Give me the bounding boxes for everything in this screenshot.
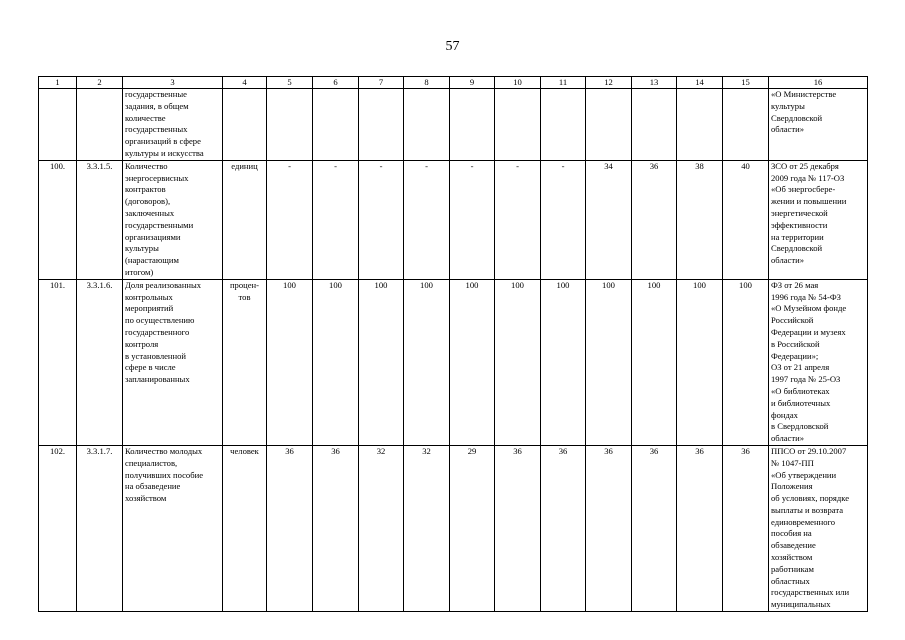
- value-cell: 100: [541, 279, 586, 445]
- column-number-row: [39, 77, 868, 89]
- value-cell: 100: [495, 279, 541, 445]
- column-number: 14: [677, 77, 723, 89]
- value-cell: 34: [586, 160, 632, 279]
- column-number: 16: [769, 77, 868, 89]
- value-cell: -: [404, 160, 450, 279]
- value-cell: 29: [450, 445, 495, 611]
- row-code: 3.3.1.7.: [77, 445, 123, 611]
- value-cell: [313, 89, 359, 161]
- value-cell: 100: [267, 279, 313, 445]
- value-cell: 36: [313, 445, 359, 611]
- value-cell: 38: [677, 160, 723, 279]
- value-cell: -: [267, 160, 313, 279]
- value-cell: 36: [677, 445, 723, 611]
- column-number: 11: [541, 77, 586, 89]
- indicators-table: [38, 76, 868, 612]
- indicator-name: Количество энергосервисных контрактов (договоров), заключенных государственными организациями культуры (нарастающим итогом): [123, 160, 223, 279]
- value-cell: [359, 89, 404, 161]
- legal-basis: ППСО от 29.10.2007 № 1047-ПП «Об утверждении Положения об условиях, порядке выплаты и возврата единовременного пособия на обзаведение хозяйством работникам областных государственных или муниципальных: [769, 445, 868, 611]
- value-cell: [586, 89, 632, 161]
- unit: процен- тов: [223, 279, 267, 445]
- value-cell: [541, 89, 586, 161]
- value-cell: [677, 89, 723, 161]
- value-cell: 100: [586, 279, 632, 445]
- column-number: 5: [267, 77, 313, 89]
- value-cell: 36: [723, 445, 769, 611]
- row-number: 101.: [39, 279, 77, 445]
- column-number: 9: [450, 77, 495, 89]
- column-number: 8: [404, 77, 450, 89]
- indicator-name: Количество молодых специалистов, получивших пособие на обзаведение хозяйством: [123, 445, 223, 611]
- value-cell: [267, 89, 313, 161]
- value-cell: 36: [267, 445, 313, 611]
- column-number: 4: [223, 77, 267, 89]
- table-row: [39, 160, 868, 279]
- column-number: 7: [359, 77, 404, 89]
- indicator-name: государственные задания, в общем количестве государственных организаций в сфере культуры и искусства: [123, 89, 223, 161]
- row-code: 3.3.1.6.: [77, 279, 123, 445]
- value-cell: -: [495, 160, 541, 279]
- value-cell: 40: [723, 160, 769, 279]
- value-cell: 36: [541, 445, 586, 611]
- value-cell: 100: [404, 279, 450, 445]
- value-cell: 32: [359, 445, 404, 611]
- column-number: 3: [123, 77, 223, 89]
- value-cell: [450, 89, 495, 161]
- value-cell: 36: [586, 445, 632, 611]
- value-cell: -: [313, 160, 359, 279]
- unit: единиц: [223, 160, 267, 279]
- legal-basis: ЗСО от 25 декабря 2009 года № 117-ОЗ «Об энергосбере- жении и повышении энергетической эффективности на территории Свердловской области»: [769, 160, 868, 279]
- value-cell: -: [541, 160, 586, 279]
- table-row: [39, 89, 868, 161]
- column-number: 13: [632, 77, 677, 89]
- unit: [223, 89, 267, 161]
- indicator-name: Доля реализованных контрольных мероприятий по осуществлению государственного контроля в установленной сфере в числе запланированных: [123, 279, 223, 445]
- row-number: [39, 89, 77, 161]
- value-cell: 100: [723, 279, 769, 445]
- table-row: [39, 445, 868, 611]
- value-cell: 100: [677, 279, 723, 445]
- value-cell: -: [450, 160, 495, 279]
- legal-basis: ФЗ от 26 мая 1996 года № 54-ФЗ «О Музейном фонде Российской Федерации и музеях в Российской Федерации»; ОЗ от 21 апреля 1997 года № 25-ОЗ «О библиотеках и библиотечных фондах в Свердловской области»: [769, 279, 868, 445]
- legal-basis: «О Министерстве культуры Свердловской области»: [769, 89, 868, 161]
- value-cell: [404, 89, 450, 161]
- value-cell: -: [359, 160, 404, 279]
- column-number: 6: [313, 77, 359, 89]
- column-number: 12: [586, 77, 632, 89]
- value-cell: [723, 89, 769, 161]
- unit: человек: [223, 445, 267, 611]
- row-number: 100.: [39, 160, 77, 279]
- value-cell: 32: [404, 445, 450, 611]
- table-row: [39, 279, 868, 445]
- row-number: 102.: [39, 445, 77, 611]
- value-cell: [632, 89, 677, 161]
- row-code: 3.3.1.5.: [77, 160, 123, 279]
- column-number: 1: [39, 77, 77, 89]
- column-number: 10: [495, 77, 541, 89]
- page-number: 57: [445, 39, 460, 54]
- column-number: 15: [723, 77, 769, 89]
- value-cell: 36: [632, 445, 677, 611]
- value-cell: 100: [359, 279, 404, 445]
- value-cell: 100: [632, 279, 677, 445]
- value-cell: [495, 89, 541, 161]
- value-cell: 36: [495, 445, 541, 611]
- value-cell: 100: [313, 279, 359, 445]
- column-number: 2: [77, 77, 123, 89]
- value-cell: 100: [450, 279, 495, 445]
- row-code: [77, 89, 123, 161]
- value-cell: 36: [632, 160, 677, 279]
